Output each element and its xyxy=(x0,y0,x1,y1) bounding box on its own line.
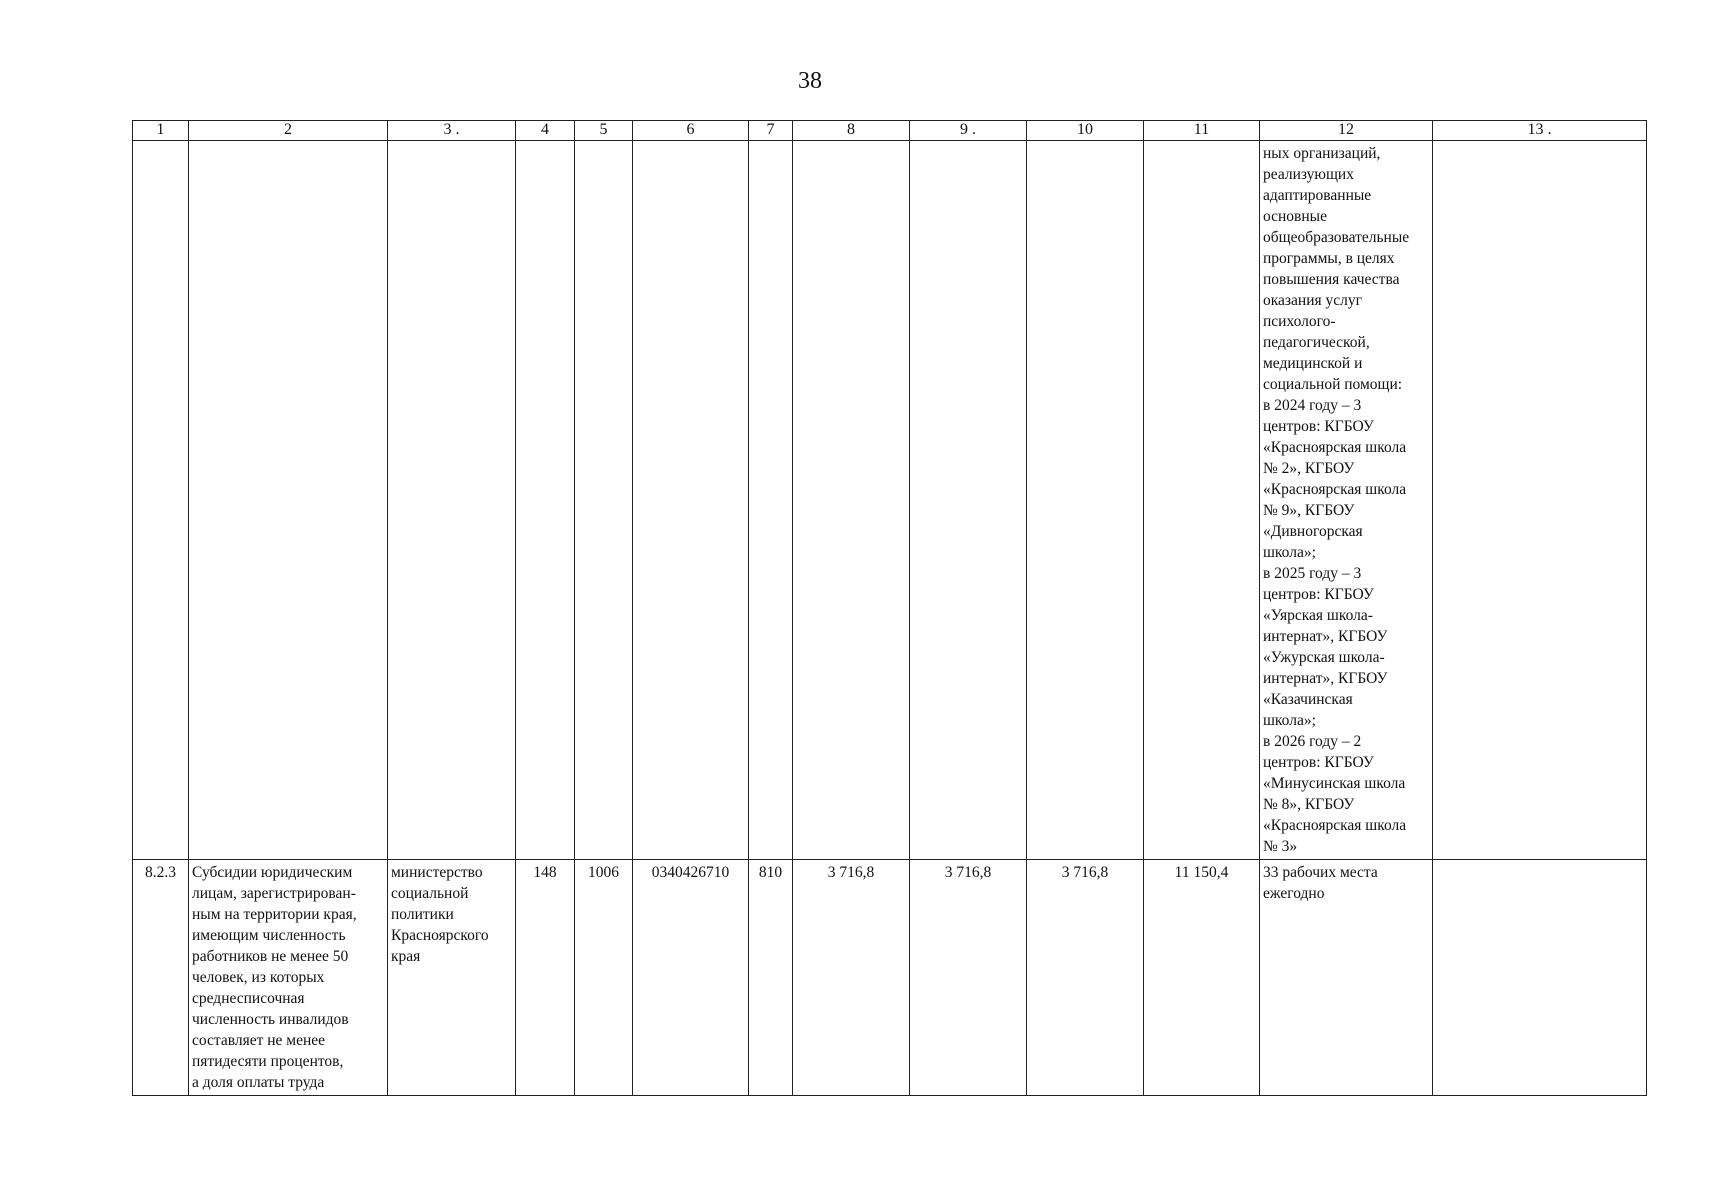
continuation-row xyxy=(133,141,1647,860)
table-row xyxy=(133,860,1647,1096)
code-cell: 0340426710 xyxy=(633,860,749,1096)
result-description-cell: ных организаций, реализующих адаптированные основные общеобразовательные программы, в целях повышения качества оказания услуг психолого- педагогической, медицинской и социальной помощи: в 2024 году – 3 центров: КГБОУ «Красноярская школа № 2», КГБОУ «Красноярская школа № 9», КГБОУ «Дивногорская школа»; в 2025 году – 3 центров: КГБОУ «Уярская школа- интернат», КГБОУ «Ужурская школа- интернат», КГБОУ «Казачинская школа»; в 2026 году – 2 центров: КГБОУ «Минусинская школа № 8», КГБОУ «Красноярская школа № 3» xyxy=(1260,141,1433,860)
empty-cell xyxy=(910,141,1027,860)
empty-cell xyxy=(575,141,633,860)
empty-cell xyxy=(749,141,793,860)
code-cell: 810 xyxy=(749,860,793,1096)
program-table xyxy=(132,120,1647,1096)
header-cell: 13 . xyxy=(1433,121,1647,141)
header-cell: 5 xyxy=(575,121,633,141)
total-amount-cell: 11 150,4 xyxy=(1144,860,1260,1096)
amount-cell: 3 716,8 xyxy=(910,860,1027,1096)
empty-cell xyxy=(1433,860,1647,1096)
code-cell: 1006 xyxy=(575,860,633,1096)
header-cell: 12 xyxy=(1260,121,1433,141)
header-cell: 6 xyxy=(633,121,749,141)
header-cell: 1 xyxy=(133,121,189,141)
header-cell: 8 xyxy=(793,121,910,141)
result-description-cell: 33 рабочих места ежегодно xyxy=(1260,860,1433,1096)
header-cell: 2 xyxy=(189,121,388,141)
empty-cell xyxy=(633,141,749,860)
empty-cell xyxy=(1433,141,1647,860)
executor-cell: министерство социальной политики Красноярского края xyxy=(388,860,516,1096)
empty-cell xyxy=(388,141,516,860)
header-cell: 7 xyxy=(749,121,793,141)
header-cell: 10 xyxy=(1027,121,1144,141)
amount-cell: 3 716,8 xyxy=(1027,860,1144,1096)
header-cell: 11 xyxy=(1144,121,1260,141)
header-cell: 9 . xyxy=(910,121,1027,141)
item-name-cell: Субсидии юридическим лицам, зарегистрирован- ным на территории края, имеющим численность работников не менее 50 человек, из которых среднесписочная численность инвалидов составляет не менее пятидесяти процентов, а доля оплаты труда xyxy=(189,860,388,1096)
empty-cell xyxy=(1027,141,1144,860)
code-cell: 148 xyxy=(516,860,575,1096)
empty-cell xyxy=(1144,141,1260,860)
header-cell: 4 xyxy=(516,121,575,141)
header-cell: 3 . xyxy=(388,121,516,141)
empty-cell xyxy=(516,141,575,860)
empty-cell xyxy=(793,141,910,860)
column-number-row xyxy=(133,121,1647,141)
empty-cell xyxy=(189,141,388,860)
empty-cell xyxy=(133,141,189,860)
item-number-cell: 8.2.3 xyxy=(133,860,189,1096)
page-number: 38 xyxy=(798,68,822,94)
amount-cell: 3 716,8 xyxy=(793,860,910,1096)
